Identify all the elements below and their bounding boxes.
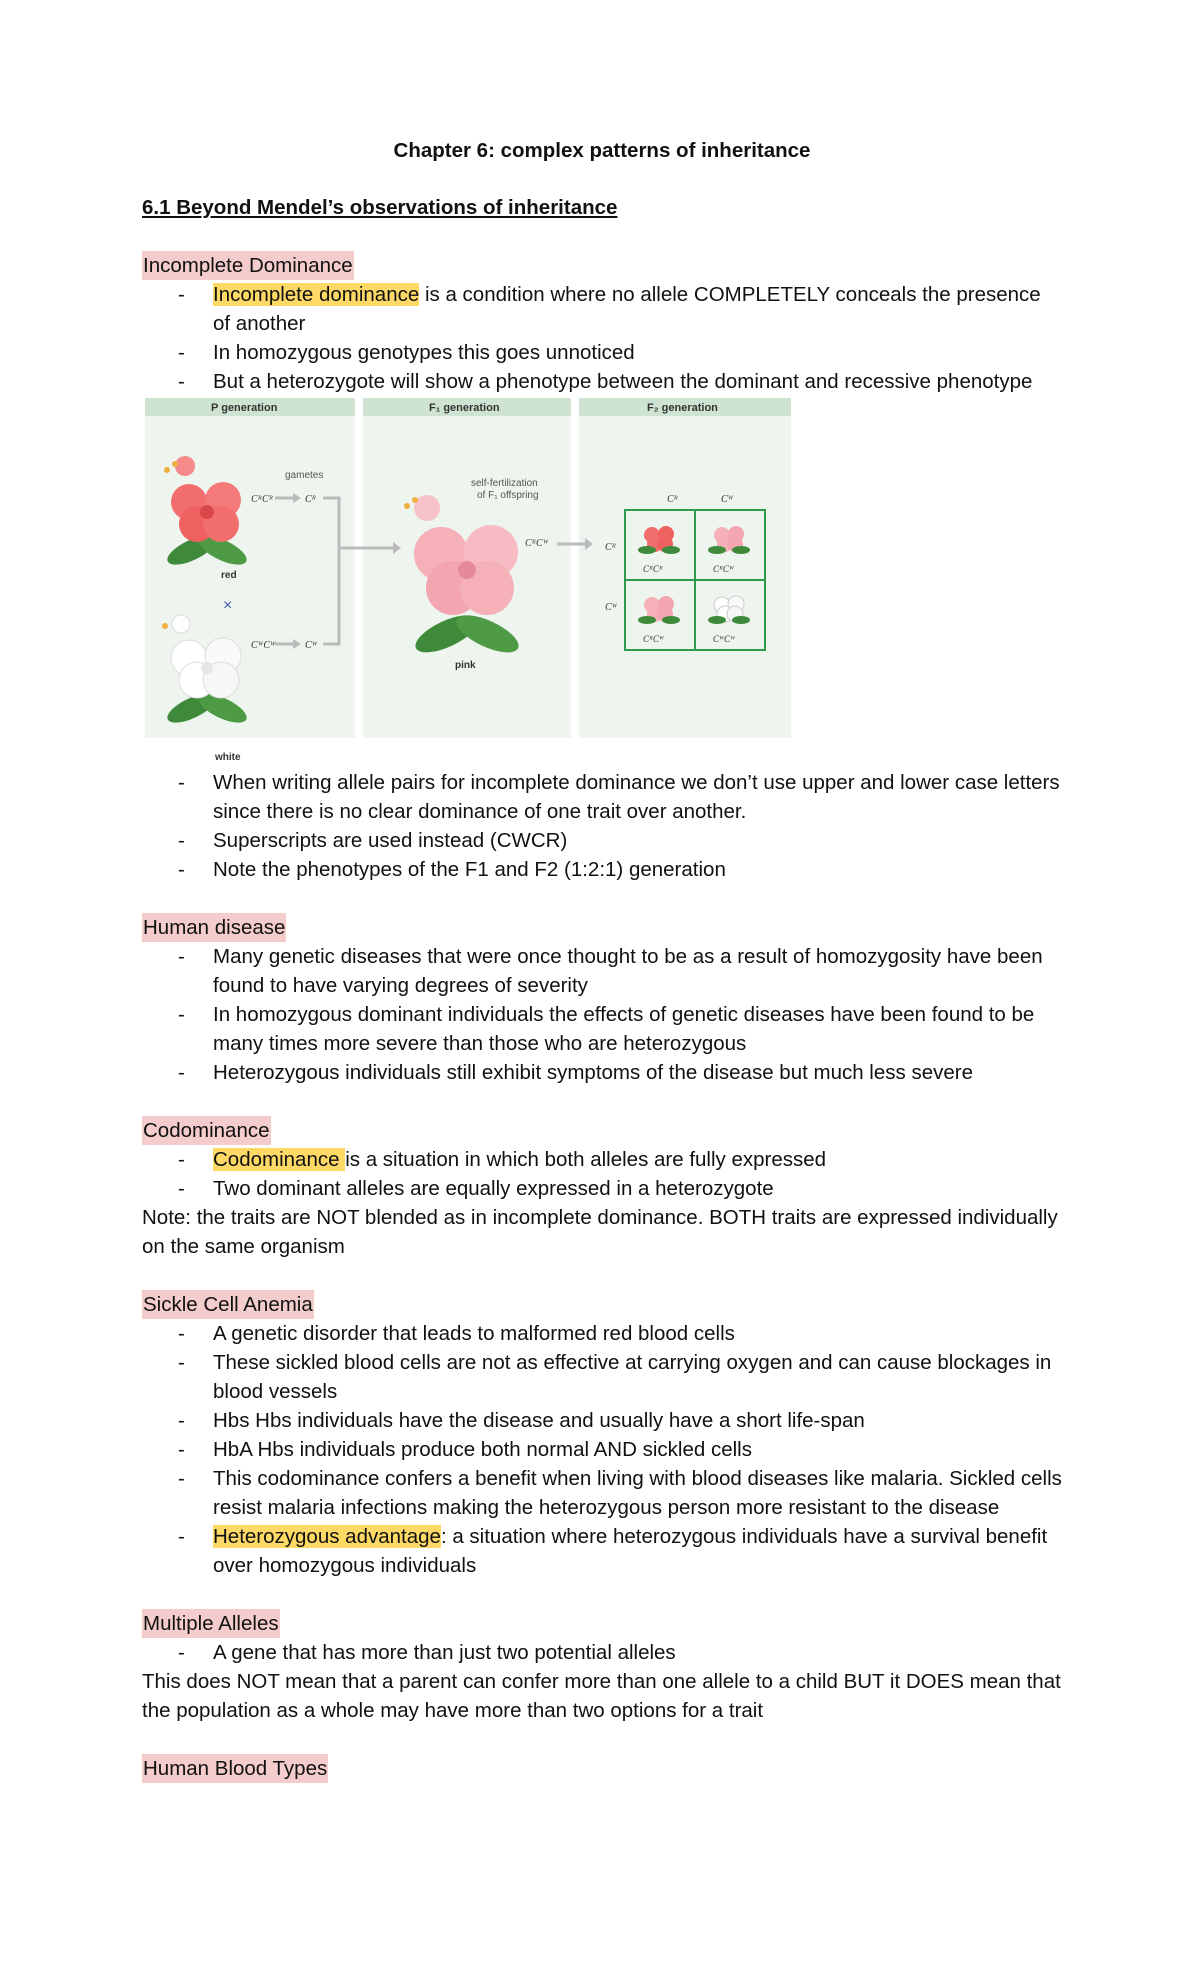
list-item: - In homozygous genotypes this goes unnoticed: [142, 338, 1062, 367]
list-item: - Heterozygous individuals still exhibit symptoms of the disease but much less severe: [142, 1058, 1062, 1087]
section-subtitle: 6.1 Beyond Mendel’s observations of inheritance: [142, 196, 618, 219]
list-item-text: : a situation where heterozygous individuals have a survival benefit over homozygous individuals: [213, 1525, 1048, 1577]
bullet-list: [142, 1638, 1062, 1667]
bullet-list: [142, 280, 1062, 396]
heading-incomplete-dominance: Incomplete Dominance: [142, 251, 354, 280]
section-human-disease: [142, 913, 1062, 1087]
f2-generation-header: F₂ generation: [647, 402, 718, 414]
highlighted-term: Incomplete dominance: [213, 283, 420, 306]
heading-sickle-cell: Sickle Cell Anemia: [142, 1290, 314, 1319]
p-panel: [145, 398, 355, 738]
list-item: - This codominance confers a benefit when living with blood diseases like malaria. Sickled cells resist malaria infections making the heterozygous person more resistant to the disease: [142, 1464, 1062, 1522]
f2-row-1: Cᴿ: [605, 542, 617, 553]
f2-row-2: Cᵂ: [605, 602, 618, 613]
heading-blood-types: Human Blood Types: [142, 1754, 328, 1783]
section-multiple-alleles: [142, 1609, 1062, 1725]
red-genotype: CᴿCᴿ: [251, 494, 274, 505]
pink-genotype: CᴿCᵂ: [525, 538, 549, 549]
list-item-text: is a situation in which both alleles are fully expressed: [345, 1148, 827, 1171]
list-item: - Two dominant alleles are equally expressed in a heterozygote: [142, 1174, 1062, 1203]
gametes-label: gametes: [285, 470, 324, 481]
heading-human-disease: Human disease: [142, 913, 286, 942]
f2-cell-ww: CᵂCᵂ: [713, 634, 736, 644]
f2-cell-rr: CᴿCᴿ: [643, 564, 663, 574]
section-sickle-cell: [142, 1290, 1062, 1580]
list-item: [142, 1145, 1062, 1174]
page-title: Chapter 6: complex patterns of inheritance: [393, 139, 811, 162]
highlighted-term: Heterozygous advantage: [213, 1525, 441, 1548]
heading-multiple-alleles: Multiple Alleles: [142, 1609, 280, 1638]
bullet-list: [142, 768, 1062, 884]
list-item: - When writing allele pairs for incomplete dominance we don’t use upper and lower case letters since there is no clear dominance of one trait over another.: [142, 768, 1062, 826]
document-page: [142, 136, 1062, 1812]
inheritance-figure: [145, 398, 791, 768]
bullet-list: [142, 1319, 1062, 1580]
note-paragraph: Note: the traits are NOT blended as in incomplete dominance. BOTH traits are expressed individually on the same organism: [142, 1206, 1058, 1258]
list-item: - Superscripts are used instead (CWCR): [142, 826, 1062, 855]
red-gamete: Cᴿ: [305, 494, 317, 505]
list-item: - In homozygous dominant individuals the effects of genetic diseases have been found to be many times more severe than those who are heterozygous: [142, 1000, 1062, 1058]
red-label: red: [221, 570, 237, 581]
heading-codominance: Codominance: [142, 1116, 271, 1145]
list-item: - These sickled blood cells are not as effective at carrying oxygen and can cause blockages in blood vessels: [142, 1348, 1062, 1406]
list-item: - Note the phenotypes of the F1 and F2 (1:2:1) generation: [142, 855, 1062, 884]
pink-label: pink: [455, 660, 476, 671]
note-paragraph: This does NOT mean that a parent can confer more than one allele to a child BUT it DOES mean that the population as a whole may have more than two options for a trait: [142, 1670, 1061, 1722]
list-item: - Many genetic diseases that were once thought to be as a result of homozygosity have been found to have varying degrees of severity: [142, 942, 1062, 1000]
white-label: white: [215, 752, 241, 763]
list-item: - A genetic disorder that leads to malformed red blood cells: [142, 1319, 1062, 1348]
section-blood-types: [142, 1754, 1062, 1783]
bullet-list: [142, 942, 1062, 1087]
list-item: [142, 280, 1062, 338]
list-item: - But a heterozygote will show a phenotype between the dominant and recessive phenotype: [142, 367, 1062, 396]
f2-cell-rw: CᴿCᵂ: [713, 564, 735, 574]
f2-column-1: Cᴿ: [667, 494, 679, 505]
white-gamete: Cᵂ: [305, 640, 318, 651]
list-item: - A gene that has more than just two potential alleles: [142, 1638, 1062, 1667]
list-item: [142, 1522, 1062, 1580]
incomplete-dominance-diagram: [145, 398, 791, 768]
list-item-text: is a condition where no allele COMPLETELY conceals the presence of another: [213, 283, 1041, 335]
highlighted-term: Codominance: [213, 1148, 346, 1171]
f2-column-2: Cᵂ: [721, 494, 734, 505]
self-fertilization-label-2: of F₁ offspring: [477, 490, 539, 501]
self-fertilization-label: self-fertilization: [471, 478, 538, 489]
f2-cell-wr: CᴿCᵂ: [643, 634, 665, 644]
section-incomplete-dominance: [142, 251, 1062, 884]
list-item: - HbA Hbs individuals produce both normal AND sickled cells: [142, 1435, 1062, 1464]
bullet-list: [142, 1145, 1062, 1203]
section-codominance: [142, 1116, 1062, 1261]
white-genotype: CᵂCᵂ: [251, 640, 276, 651]
f2-panel: [579, 398, 791, 738]
f1-generation-header: F₁ generation: [429, 402, 500, 414]
cross-symbol: ×: [223, 597, 233, 614]
p-generation-header: P generation: [211, 402, 278, 414]
list-item: - Hbs Hbs individuals have the disease and usually have a short life-span: [142, 1406, 1062, 1435]
